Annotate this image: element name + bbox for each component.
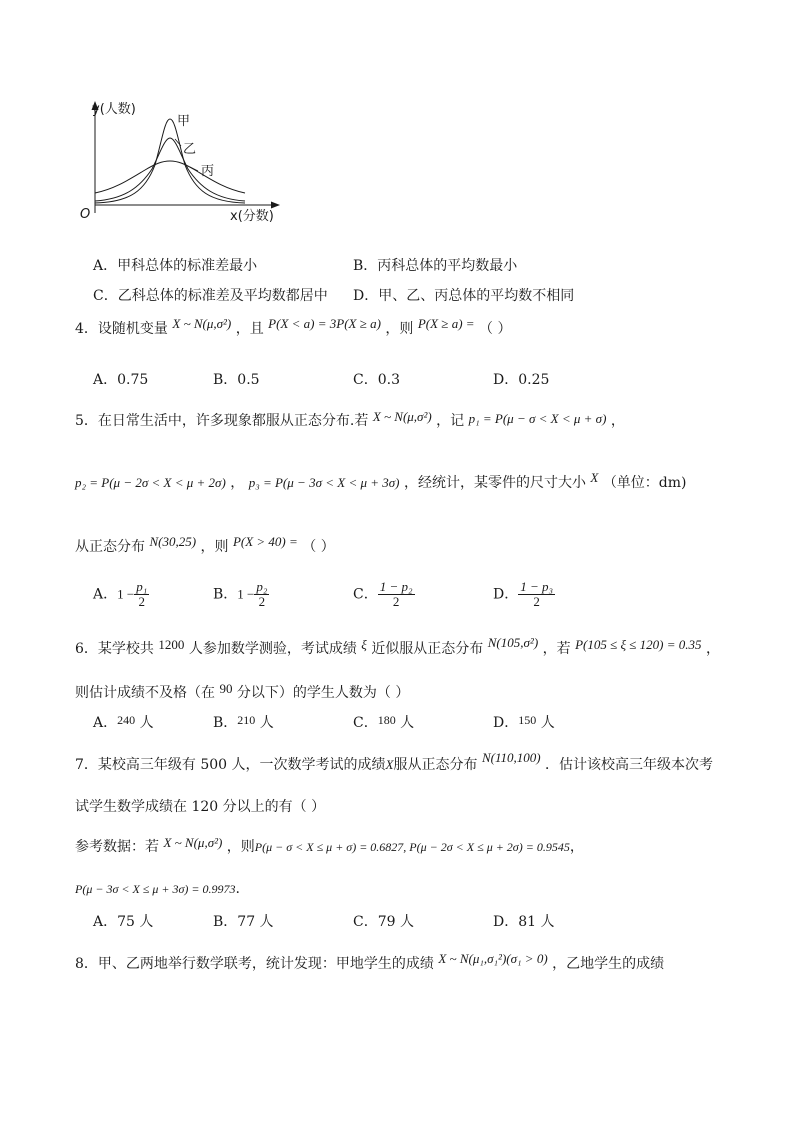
q3-option-c: C．乙科总体的标准差及平均数都居中 bbox=[93, 288, 328, 304]
q5-option-c: C． $\frac{\text{1 − p₂}}{2}$ bbox=[353, 579, 413, 609]
q6-option-d: D．150 人 bbox=[493, 713, 555, 731]
math: P(X > 40) = bbox=[232, 534, 298, 549]
curve-label-jia: 甲 bbox=[177, 114, 191, 129]
math: ξ bbox=[361, 637, 367, 652]
q3-option-a: A．甲科总体的标准差最小 bbox=[93, 258, 258, 274]
math: X bbox=[385, 757, 394, 772]
q5-stem-line1: 5．在日常生活中，许多现象都服从正态分布.若 X ~ N(μ,σ²) ，记 p₁ = P(μ − σ < X < μ + σ) ， bbox=[75, 409, 625, 429]
math: 90 bbox=[219, 681, 233, 696]
math: X ~ N(μ₁,σ₁²)(σ₁ > 0) bbox=[438, 951, 548, 966]
curve-yi bbox=[95, 138, 245, 201]
fraction: $\frac{\text{p₁}}{2}$ bbox=[136, 579, 148, 609]
q7-stem-line1: 7．某校高三年级有 500 人，一次数学考试的成绩X服从正态分布 N(110,100) ．估计该校高三年级本次考 bbox=[75, 750, 714, 773]
math: P(105 ≤ ξ ≤ 120) = 0.35 bbox=[575, 637, 702, 652]
normal-curves-figure bbox=[70, 95, 300, 230]
q7-reference-line1: 参考数据：若 X ~ N(μ,σ²) ，则P(μ − σ < X ≤ μ + σ) = 0.6827, P(μ − 2σ < X ≤ μ + 2σ) = 0.9545， bbox=[75, 835, 584, 855]
leader-bing bbox=[190, 167, 198, 171]
q7-option-c: C．79 人 bbox=[353, 914, 414, 930]
q5-stem-line2: p₂ = P(μ − 2σ < X < μ + 2σ) ， p₃ = P(μ − 3σ < X < μ + 3σ) ，经统计，某零件的尺寸大小 X （单位：dm) bbox=[75, 470, 687, 491]
math: X ~ N(μ,σ²) bbox=[163, 835, 223, 850]
curve-label-bing: 丙 bbox=[201, 164, 215, 179]
q7-option-a: A．75 人 bbox=[93, 914, 154, 930]
q4-option-d: D．0.25 bbox=[493, 372, 550, 388]
curve-label-yi: 乙 bbox=[183, 142, 197, 157]
fraction: $\frac{\text{p₂}}{2}$ bbox=[256, 579, 268, 609]
q6-stem-line1: 6．某学校共 1200 人参加数学测验，考试成绩 ξ 近似服从正态分布 N(105,σ²) ，若 P(105 ≤ ξ ≤ 120) = 0.35 ， bbox=[75, 635, 720, 657]
q4-stem: 4．设随机变量 X ~ N(μ,σ²) ，且 P(X < a) = 3P(X ≥ a) ，则 P(X ≥ a) = （ ） bbox=[75, 316, 512, 337]
curve-bing bbox=[95, 161, 245, 193]
math: p₂ = P(μ − 2σ < X < μ + 2σ) bbox=[75, 475, 226, 490]
q3-option-d: D．甲、乙、丙总体的平均数不相同 bbox=[353, 288, 575, 304]
origin-label: O bbox=[80, 207, 91, 222]
q7-stem-line2: 试学生数学成绩在 120 分以上的有（ ） bbox=[75, 799, 326, 815]
q6-option-a: A．240 人 bbox=[93, 713, 154, 731]
q4-option-a: A．0.75 bbox=[93, 372, 149, 388]
q5-stem-line3: 从正态分布 N(30,25) ，则 P(X > 40) = （ ） bbox=[75, 534, 335, 555]
math: N(30,25) bbox=[149, 534, 197, 549]
math: X bbox=[590, 470, 599, 485]
q5-option-a: A．1 − $\frac{\text{p₁}}{2}$ bbox=[93, 579, 148, 609]
math: X ~ N(μ,σ²) bbox=[372, 409, 432, 424]
y-axis-label: y(人数) bbox=[92, 102, 136, 117]
q5-option-b: B．1 − $\frac{\text{p₂}}{2}$ bbox=[213, 579, 268, 609]
fraction: $\frac{\text{1 − p₂}}{2}$ bbox=[379, 579, 413, 609]
x-axis-label: x(分数) bbox=[230, 209, 274, 224]
math: p₁ = P(μ − σ < X < μ + σ) bbox=[468, 411, 607, 426]
q7-option-b: B．77 人 bbox=[213, 914, 274, 930]
math: P(X ≥ a) = bbox=[417, 316, 475, 331]
leader-yi bbox=[175, 139, 181, 146]
q6-option-c: C．180 人 bbox=[353, 713, 415, 731]
q7-option-d: D．81 人 bbox=[493, 914, 555, 930]
math: N(105,σ²) bbox=[487, 635, 539, 650]
math: 1200 bbox=[158, 637, 185, 652]
math: p₃ = P(μ − 3σ < X < μ + 3σ) bbox=[248, 475, 400, 490]
q6-option-b: B．210 人 bbox=[213, 713, 274, 731]
math: N(110,100) bbox=[481, 750, 541, 765]
math: P(X < a) = 3P(X ≥ a) bbox=[268, 316, 381, 331]
math: P(μ − 3σ < X ≤ μ + 3σ) = 0.9973 bbox=[75, 882, 236, 896]
fraction: $\frac{\text{1 − p₃}}{2}$ bbox=[520, 579, 554, 609]
x-axis-arrow bbox=[271, 202, 280, 209]
q5-option-d: D． $\frac{\text{1 − p₃}}{2}$ bbox=[493, 579, 554, 609]
math: P(μ − σ < X ≤ μ + σ) = 0.6827, P(μ − 2σ < X ≤ μ + 2σ) = 0.9545 bbox=[254, 840, 570, 854]
q3-option-b: B．丙科总体的平均数最小 bbox=[353, 258, 518, 274]
q4-option-c: C．0.3 bbox=[353, 372, 400, 388]
q6-stem-line2: 则估计成绩不及格（在 90 分以下）的学生人数为（ ） bbox=[75, 681, 410, 701]
q7-reference-line2: P(μ − 3σ < X ≤ μ + 3σ) = 0.9973. bbox=[75, 881, 240, 897]
q4-option-b: B．0.5 bbox=[213, 372, 260, 388]
q8-stem: 8．甲、乙两地举行数学联考，统计发现：甲地学生的成绩 X ~ N(μ₁,σ₁²)(σ₁ > 0) ，乙地学生的成绩 bbox=[75, 951, 665, 972]
math: X ~ N(μ,σ²) bbox=[172, 316, 232, 331]
